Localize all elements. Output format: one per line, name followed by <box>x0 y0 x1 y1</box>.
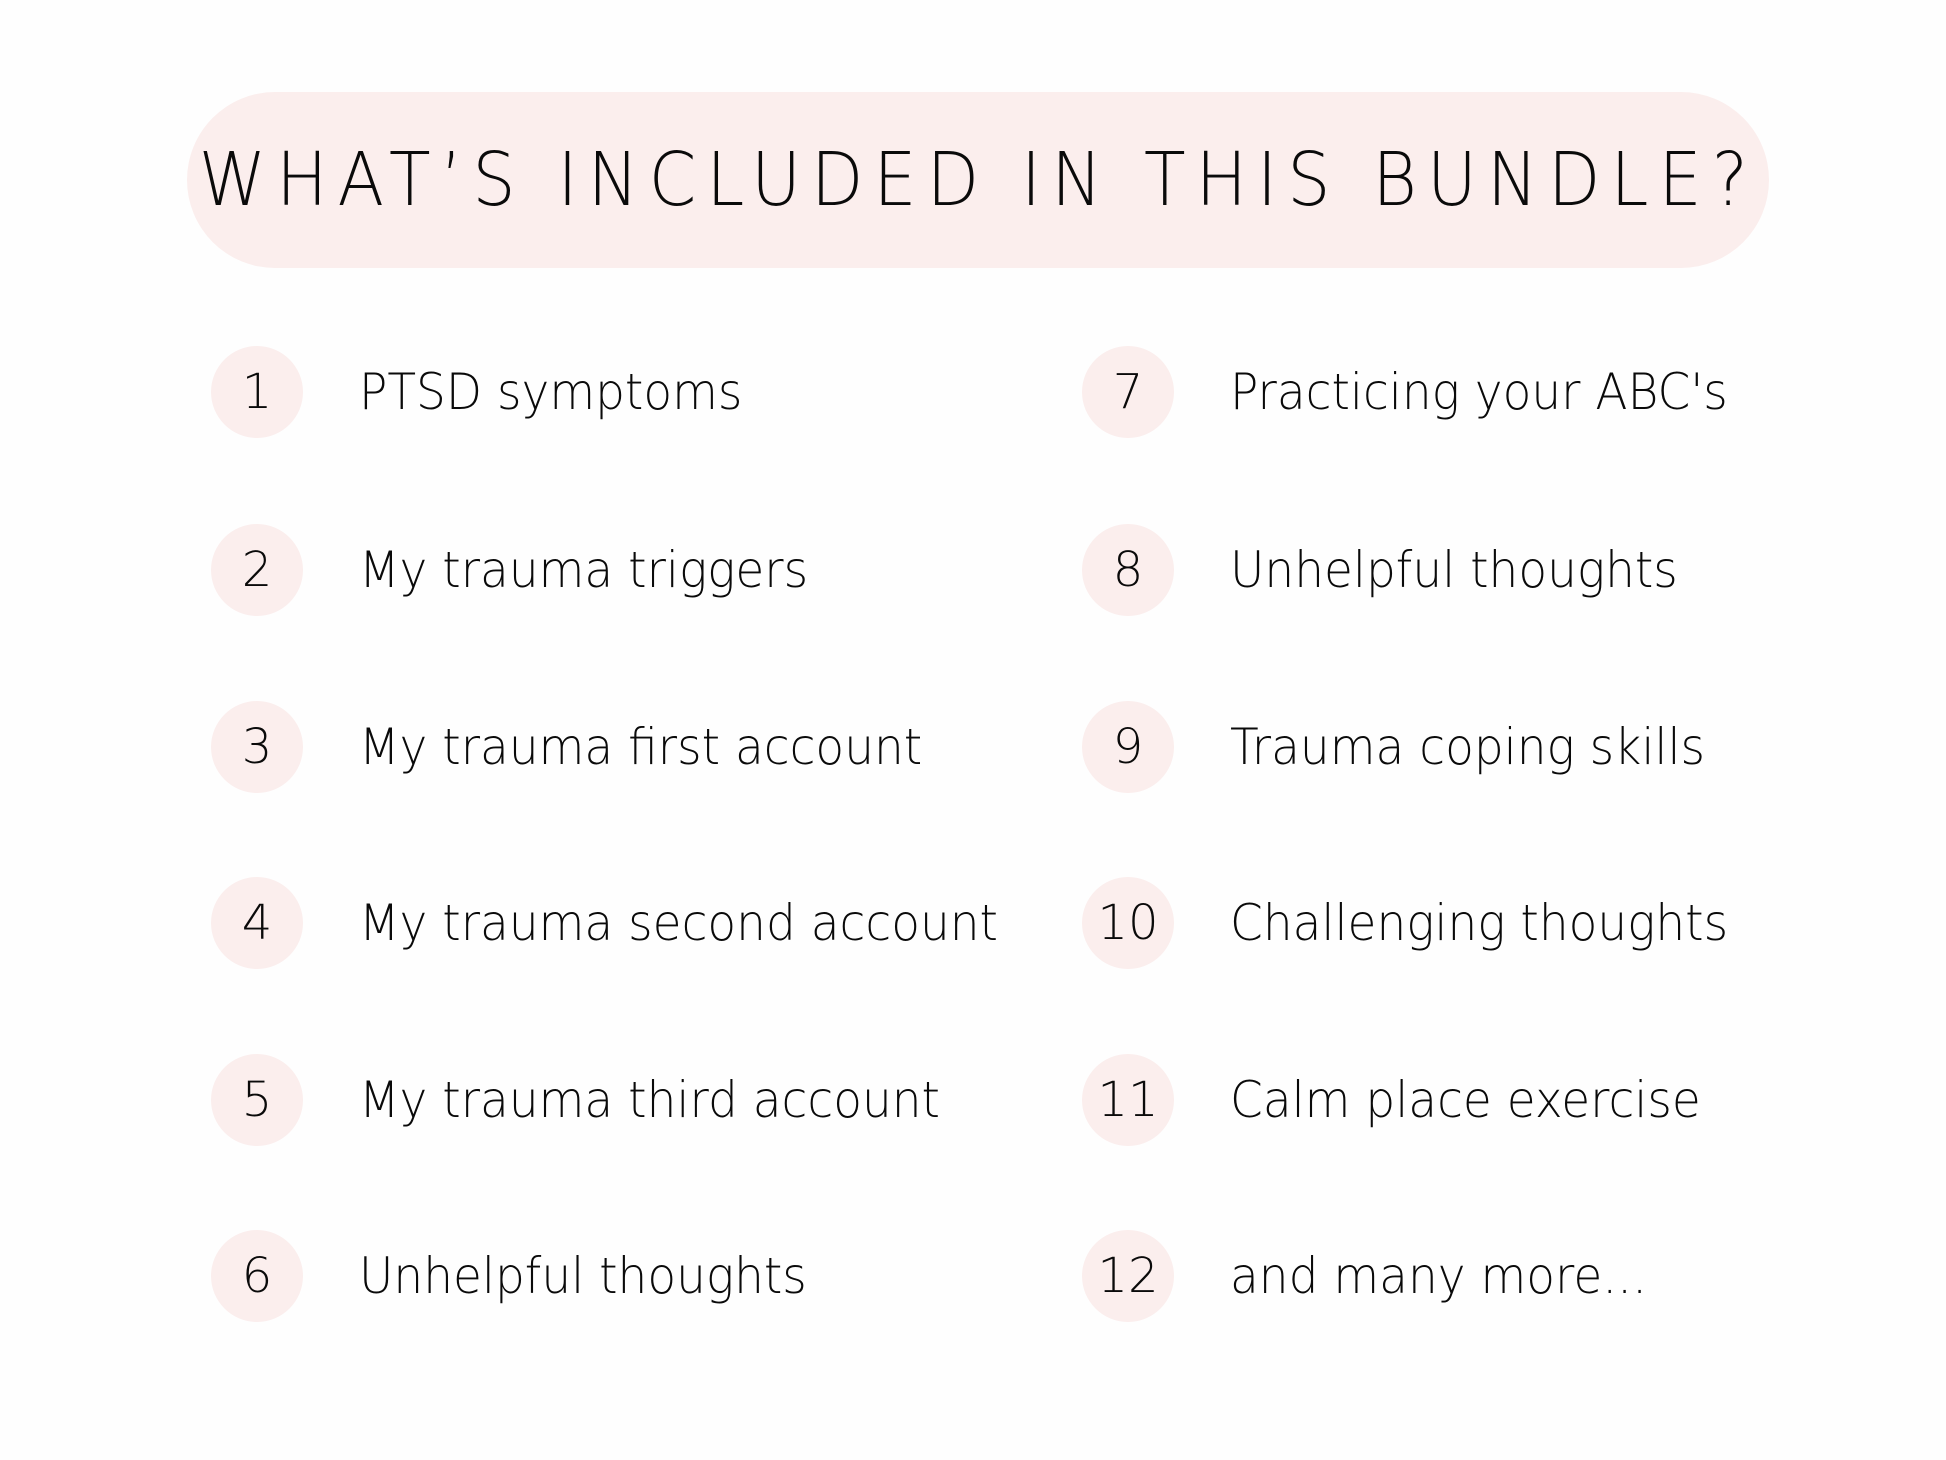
item-label: Challenging thoughts <box>1230 894 1729 952</box>
title-banner <box>187 92 1769 268</box>
number-badge: 11 <box>1082 1054 1174 1146</box>
item-label: Unhelpful thoughts <box>359 1247 807 1305</box>
number-badge: 3 <box>211 701 303 793</box>
number-badge: 10 <box>1082 877 1174 969</box>
number-badge: 5 <box>211 1054 303 1146</box>
item-label: My trauma third account <box>359 1071 940 1129</box>
list-item <box>211 347 767 437</box>
list-item <box>1082 702 1735 792</box>
item-label: My trauma triggers <box>359 541 809 599</box>
item-label: and many more... <box>1230 1247 1648 1305</box>
list-item <box>211 525 837 615</box>
number-badge: 7 <box>1082 346 1174 438</box>
number-badge: 9 <box>1082 701 1174 793</box>
number-badge: 1 <box>211 346 303 438</box>
item-label: Trauma coping skills <box>1230 718 1706 776</box>
list-item <box>211 878 1039 968</box>
list-item <box>1082 525 1706 615</box>
item-label: My trauma second account <box>359 894 998 952</box>
list-item <box>1082 347 1760 437</box>
page-title: WHAT’S INCLUDED IN THIS BUNDLE? <box>198 137 1758 223</box>
number-badge: 8 <box>1082 524 1174 616</box>
list-item <box>211 1055 977 1145</box>
list-item <box>211 702 958 792</box>
item-label: Calm place exercise <box>1230 1071 1701 1129</box>
item-label: PTSD symptoms <box>359 363 743 421</box>
number-badge: 12 <box>1082 1230 1174 1322</box>
list-item <box>1082 1055 1731 1145</box>
number-badge: 6 <box>211 1230 303 1322</box>
item-label: My trauma first account <box>359 718 923 776</box>
item-label: Unhelpful thoughts <box>1230 541 1678 599</box>
number-badge: 2 <box>211 524 303 616</box>
number-badge: 4 <box>211 877 303 969</box>
list-item <box>211 1231 835 1321</box>
list-item <box>1082 878 1760 968</box>
list-item <box>1082 1231 1674 1321</box>
item-label: Practicing your ABC's <box>1230 363 1728 421</box>
